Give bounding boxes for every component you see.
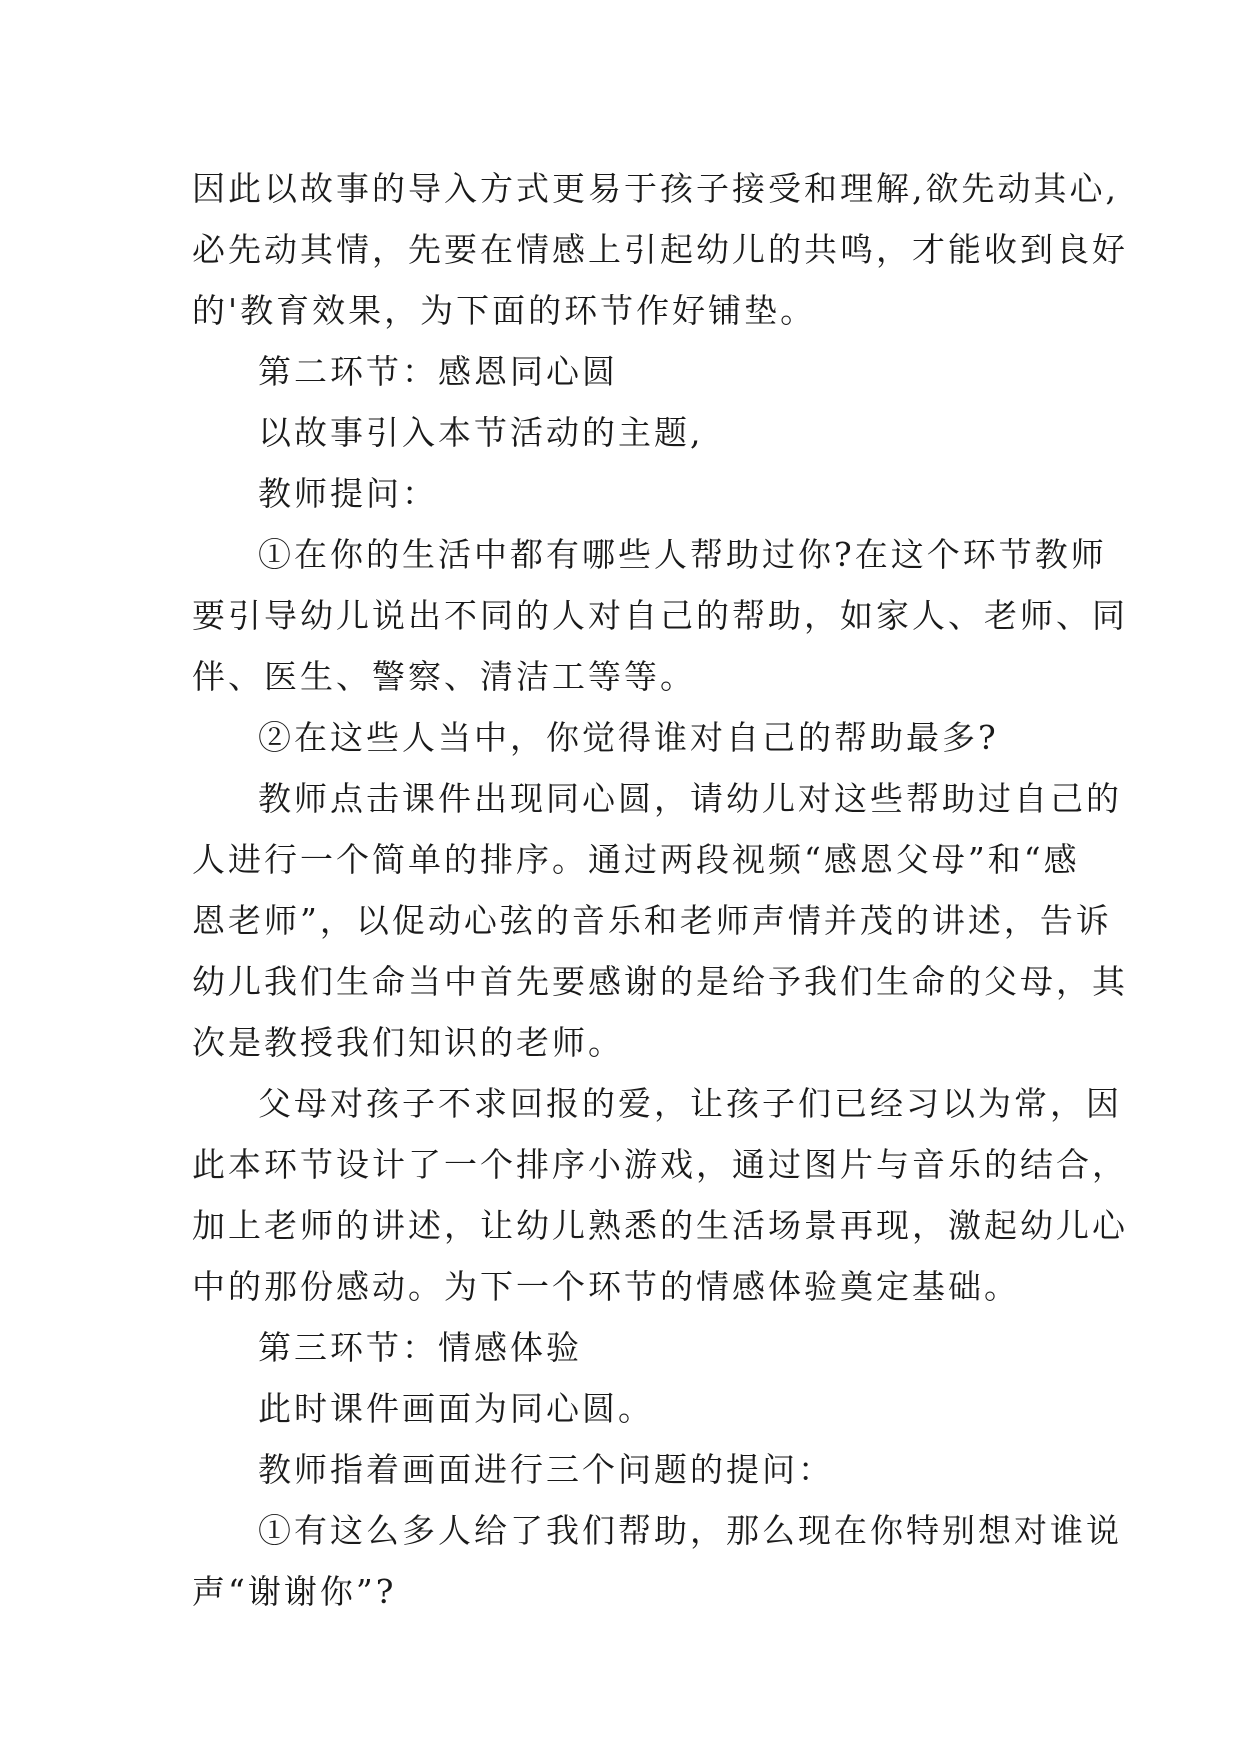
text-line: 声“谢谢你”?	[192, 1572, 397, 1611]
text-line: 教师点击课件出现同心圆，请幼儿对这些帮助过自己的	[258, 779, 1122, 818]
text-line: 必先动其情，先要在情感上引起幼儿的共鸣，才能收到良好	[192, 230, 1128, 269]
text-line: 中的那份感动。为下一个环节的情感体验奠定基础。	[192, 1267, 1020, 1306]
text-line: 恩老师”，以促动心弦的音乐和老师声情并茂的讲述，告诉	[192, 901, 1112, 940]
question-2: ②在这些人当中，你觉得谁对自己的帮助最多?	[258, 718, 999, 757]
text-line: 此本环节设计了一个排序小游戏，通过图片与音乐的结合，	[192, 1145, 1128, 1184]
text-line: 父母对孩子不求回报的爱，让孩子们已经习以为常，因	[258, 1084, 1122, 1123]
body-text	[192, 158, 1128, 1622]
text-line: 幼儿我们生命当中首先要感谢的是给予我们生命的父母，其	[192, 962, 1128, 1001]
text-line: 的'教育效果，为下面的环节作好铺垫。	[192, 291, 817, 330]
text-line: 此时课件画面为同心圆。	[258, 1389, 654, 1428]
text-line: 次是教授我们知识的老师。	[192, 1023, 624, 1062]
text-line: 加上老师的讲述，让幼儿熟悉的生活场景再现，激起幼儿心	[192, 1206, 1128, 1245]
question-1: ①有这么多人给了我们帮助，那么现在你特别想对谁说	[258, 1511, 1122, 1550]
text-line: 以故事引入本节活动的主题,	[258, 413, 704, 452]
text-line: 教师指着画面进行三个问题的提问：	[258, 1450, 834, 1489]
text-line: 要引导幼儿说出不同的人对自己的帮助，如家人、老师、同	[192, 596, 1128, 635]
text-line: 因此以故事的导入方式更易于孩子接受和理解,欲先动其心,	[192, 169, 1119, 208]
question-1: ①在你的生活中都有哪些人帮助过你?在这个环节教师	[258, 535, 1107, 574]
text-line: 伴、医生、警察、清洁工等等。	[192, 657, 696, 696]
text-line: 教师提问：	[258, 474, 438, 513]
section-heading-2: 第二环节：感恩同心圆	[258, 352, 618, 391]
text-line: 人进行一个简单的排序。通过两段视频“感恩父母”和“感	[192, 840, 1080, 879]
section-heading-3: 第三环节：情感体验	[258, 1328, 582, 1367]
